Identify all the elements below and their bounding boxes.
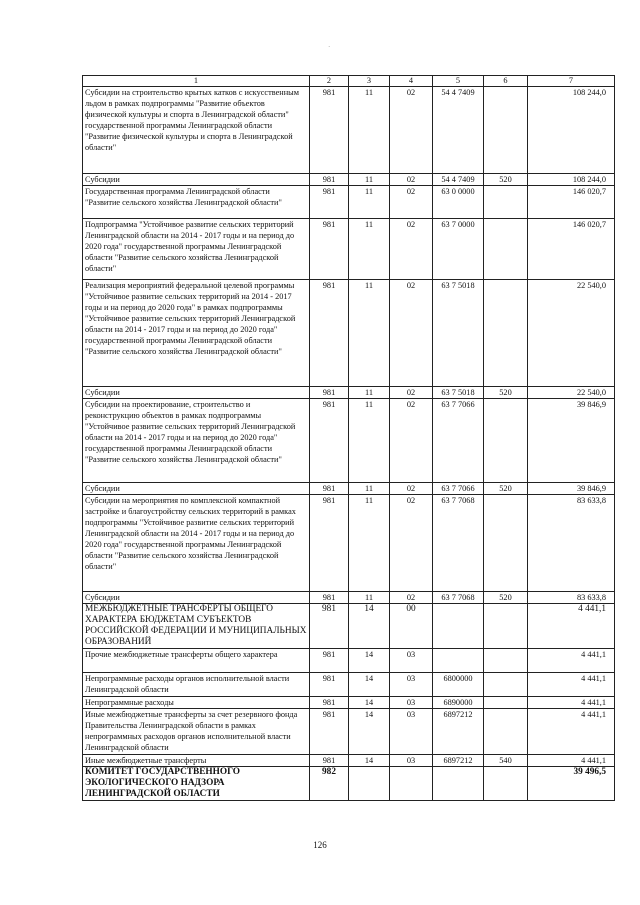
header-col-7: 7 [528, 76, 615, 87]
row-name-cell: Субсидии [83, 592, 310, 604]
row-target-code-cell: 63 0 0000 [433, 186, 484, 219]
row-subsection-cell: 02 [390, 483, 433, 495]
row-target-code-cell: 63 7 7068 [433, 592, 484, 604]
row-ministry-code-cell: 981 [310, 399, 349, 483]
row-target-code-cell: 63 7 7066 [433, 399, 484, 483]
table-row [83, 399, 615, 483]
row-section-cell: 14 [349, 697, 390, 709]
row-ministry-code-cell: 981 [310, 174, 349, 186]
row-ministry-code-cell: 981 [310, 280, 349, 387]
row-subsection-cell: 00 [390, 604, 433, 649]
table-row [83, 174, 615, 186]
row-ministry-code-cell: 981 [310, 186, 349, 219]
row-subsection-cell: 02 [390, 174, 433, 186]
row-ministry-code-cell: 981 [310, 604, 349, 649]
row-subsection-cell: 03 [390, 709, 433, 755]
table-row [83, 673, 615, 697]
row-name-cell: Субсидии на мероприятия по комплексной компактной застройке и благоустройству сельских территорий в рамках подпрограммы "Устойчивое развитие сельских территорий Ленинградской области на 2014 - 2017 годы и на период до 2020 года" государственной программы Ленинградской области "Развитие сельского хозяйства Ленинградской области" [83, 495, 310, 592]
row-expense-type-cell [484, 649, 528, 673]
row-amount-cell: 83 633,8 [528, 592, 615, 604]
row-name-cell: Субсидии [83, 174, 310, 186]
row-subsection-cell: 02 [390, 387, 433, 399]
row-expense-type-cell [484, 399, 528, 483]
row-ministry-code-cell: 981 [310, 697, 349, 709]
row-name-cell: Иные межбюджетные трансферты за счет резервного фонда Правительства Ленинградской области в рамках непрограммных расходов органов исполнительной власти Ленинградской области [83, 709, 310, 755]
row-subsection-cell: 03 [390, 673, 433, 697]
table-row [83, 219, 615, 280]
row-expense-type-cell [484, 219, 528, 280]
row-expense-type-cell [484, 186, 528, 219]
header-col-4: 4 [390, 76, 433, 87]
row-subsection-cell: 03 [390, 649, 433, 673]
row-ministry-code-cell: 982 [310, 767, 349, 801]
table-body [83, 87, 615, 801]
row-expense-type-cell [484, 495, 528, 592]
row-section-cell: 11 [349, 483, 390, 495]
row-name-cell: Реализация мероприятий федеральной целевой программы "Устойчивое развитие сельских территорий на 2014 - 2017 годы и на период до 2020 года" в рамках подпрограммы "Устойчивое развитие сельских территорий Ленинградской области на 2014 - 2017 годы и на период до 2020 года" государственной программы Ленинградской области "Развитие сельского хозяйства Ленинградской области" [83, 280, 310, 387]
row-target-code-cell: 63 7 7066 [433, 483, 484, 495]
row-subsection-cell: 02 [390, 87, 433, 174]
row-amount-cell: 39 496,5 [528, 767, 615, 801]
row-target-code-cell: 63 7 7068 [433, 495, 484, 592]
row-target-code-cell: 6897212 [433, 755, 484, 767]
table-row [83, 483, 615, 495]
header-col-1: 1 [83, 76, 310, 87]
row-ministry-code-cell: 981 [310, 709, 349, 755]
row-section-cell: 11 [349, 87, 390, 174]
row-section-cell: 14 [349, 649, 390, 673]
row-target-code-cell [433, 604, 484, 649]
row-ministry-code-cell: 981 [310, 219, 349, 280]
row-name-cell: Непрограммные расходы [83, 697, 310, 709]
row-name-cell: МЕЖБЮДЖЕТНЫЕ ТРАНСФЕРТЫ ОБЩЕГО ХАРАКТЕРА БЮДЖЕТАМ СУБЪЕКТОВ РОССИЙСКОЙ ФЕДЕРАЦИИ И МУНИЦИПАЛЬНЫХ ОБРАЗОВАНИЙ [83, 604, 310, 649]
row-section-cell: 11 [349, 174, 390, 186]
row-name-cell: КОМИТЕТ ГОСУДАРСТВЕННОГО ЭКОЛОГИЧЕСКОГО НАДЗОРА ЛЕНИНГРАДСКОЙ ОБЛАСТИ [83, 767, 310, 801]
row-expense-type-cell [484, 280, 528, 387]
row-target-code-cell: 63 7 5018 [433, 280, 484, 387]
table-row [83, 649, 615, 673]
row-expense-type-cell: 520 [484, 387, 528, 399]
row-expense-type-cell [484, 767, 528, 801]
row-subsection-cell: 02 [390, 280, 433, 387]
row-expense-type-cell: 520 [484, 483, 528, 495]
row-name-cell: Иные межбюджетные трансферты [83, 755, 310, 767]
row-expense-type-cell [484, 709, 528, 755]
row-target-code-cell: 63 7 0000 [433, 219, 484, 280]
table-row [83, 387, 615, 399]
row-amount-cell: 146 020,7 [528, 186, 615, 219]
row-subsection-cell [390, 767, 433, 801]
table-row [83, 495, 615, 592]
row-amount-cell: 108 244,0 [528, 174, 615, 186]
row-section-cell: 14 [349, 755, 390, 767]
table-row [83, 755, 615, 767]
row-target-code-cell: 63 7 5018 [433, 387, 484, 399]
row-section-cell: 11 [349, 495, 390, 592]
row-expense-type-cell: 520 [484, 174, 528, 186]
table-row [83, 767, 615, 801]
table-row [83, 604, 615, 649]
row-name-cell: Субсидии на строительство крытых катков с искусственным льдом в рамках подпрограммы "Развитие объектов физической культуры и спорта в Ленинградской области" государственной программы Ленинградской области "Развитие физической культуры и спорта в Ленинградской области" [83, 87, 310, 174]
row-target-code-cell [433, 767, 484, 801]
row-ministry-code-cell: 981 [310, 483, 349, 495]
header-col-2: 2 [310, 76, 349, 87]
row-subsection-cell: 02 [390, 186, 433, 219]
row-expense-type-cell: 540 [484, 755, 528, 767]
row-target-code-cell: 54 4 7409 [433, 87, 484, 174]
row-section-cell: 11 [349, 592, 390, 604]
row-amount-cell: 4 441,1 [528, 649, 615, 673]
header-col-5: 5 [433, 76, 484, 87]
row-subsection-cell: 02 [390, 495, 433, 592]
row-ministry-code-cell: 981 [310, 755, 349, 767]
row-subsection-cell: 02 [390, 592, 433, 604]
table-row [83, 709, 615, 755]
row-expense-type-cell [484, 673, 528, 697]
row-section-cell: 11 [349, 387, 390, 399]
row-section-cell: 11 [349, 219, 390, 280]
row-amount-cell: 39 846,9 [528, 399, 615, 483]
row-name-cell: Субсидии на проектирование, строительство и реконструкцию объектов в рамках подпрограммы "Устойчивое развитие сельских территорий Ленинградской области на 2014 - 2017 годы и на период до 2020 года" государственной программы Ленинградской области "Развитие сельского хозяйства Ленинградской области" [83, 399, 310, 483]
table-row [83, 592, 615, 604]
row-target-code-cell: 54 4 7409 [433, 174, 484, 186]
row-expense-type-cell: 520 [484, 592, 528, 604]
row-name-cell: Подпрограмма "Устойчивое развитие сельских территорий Ленинградской области на 2014 - 2017 годы и на период до 2020 года" государственной программы Ленинградской области "Развитие сельского хозяйства Ленинградской области" [83, 219, 310, 280]
page-number: 126 [313, 840, 327, 850]
row-target-code-cell: 6890000 [433, 697, 484, 709]
row-amount-cell: 4 441,1 [528, 604, 615, 649]
budget-table [82, 75, 615, 801]
header-col-6: 6 [484, 76, 528, 87]
row-name-cell: Непрограммные расходы органов исполнительной власти Ленинградской области [83, 673, 310, 697]
row-section-cell: 11 [349, 280, 390, 387]
row-target-code-cell: 6800000 [433, 673, 484, 697]
corner-mark: · [328, 43, 331, 51]
row-amount-cell: 108 244,0 [528, 87, 615, 174]
row-name-cell: Субсидии [83, 483, 310, 495]
table-header-row [83, 76, 615, 87]
row-amount-cell: 39 846,9 [528, 483, 615, 495]
row-ministry-code-cell: 981 [310, 87, 349, 174]
row-amount-cell: 146 020,7 [528, 219, 615, 280]
row-ministry-code-cell: 981 [310, 673, 349, 697]
row-section-cell: 14 [349, 673, 390, 697]
row-amount-cell: 22 540,0 [528, 387, 615, 399]
row-subsection-cell: 02 [390, 219, 433, 280]
row-target-code-cell [433, 649, 484, 673]
row-subsection-cell: 03 [390, 697, 433, 709]
row-amount-cell: 83 633,8 [528, 495, 615, 592]
row-amount-cell: 4 441,1 [528, 697, 615, 709]
row-ministry-code-cell: 981 [310, 649, 349, 673]
row-expense-type-cell [484, 604, 528, 649]
table-row [83, 280, 615, 387]
row-subsection-cell: 02 [390, 399, 433, 483]
row-section-cell: 11 [349, 399, 390, 483]
row-amount-cell: 4 441,1 [528, 709, 615, 755]
row-amount-cell: 4 441,1 [528, 673, 615, 697]
row-section-cell: 14 [349, 709, 390, 755]
row-amount-cell: 22 540,0 [528, 280, 615, 387]
row-name-cell: Субсидии [83, 387, 310, 399]
row-target-code-cell: 6897212 [433, 709, 484, 755]
row-name-cell: Прочие межбюджетные трансферты общего характера [83, 649, 310, 673]
row-expense-type-cell [484, 87, 528, 174]
table-row [83, 697, 615, 709]
row-ministry-code-cell: 981 [310, 387, 349, 399]
row-section-cell: 11 [349, 186, 390, 219]
row-expense-type-cell [484, 697, 528, 709]
row-ministry-code-cell: 981 [310, 592, 349, 604]
row-amount-cell: 4 441,1 [528, 755, 615, 767]
row-name-cell: Государственная программа Ленинградской области "Развитие сельского хозяйства Ленинградской области" [83, 186, 310, 219]
table-row [83, 87, 615, 174]
header-col-3: 3 [349, 76, 390, 87]
row-subsection-cell: 03 [390, 755, 433, 767]
table-row [83, 186, 615, 219]
row-section-cell: 14 [349, 604, 390, 649]
row-section-cell [349, 767, 390, 801]
row-ministry-code-cell: 981 [310, 495, 349, 592]
